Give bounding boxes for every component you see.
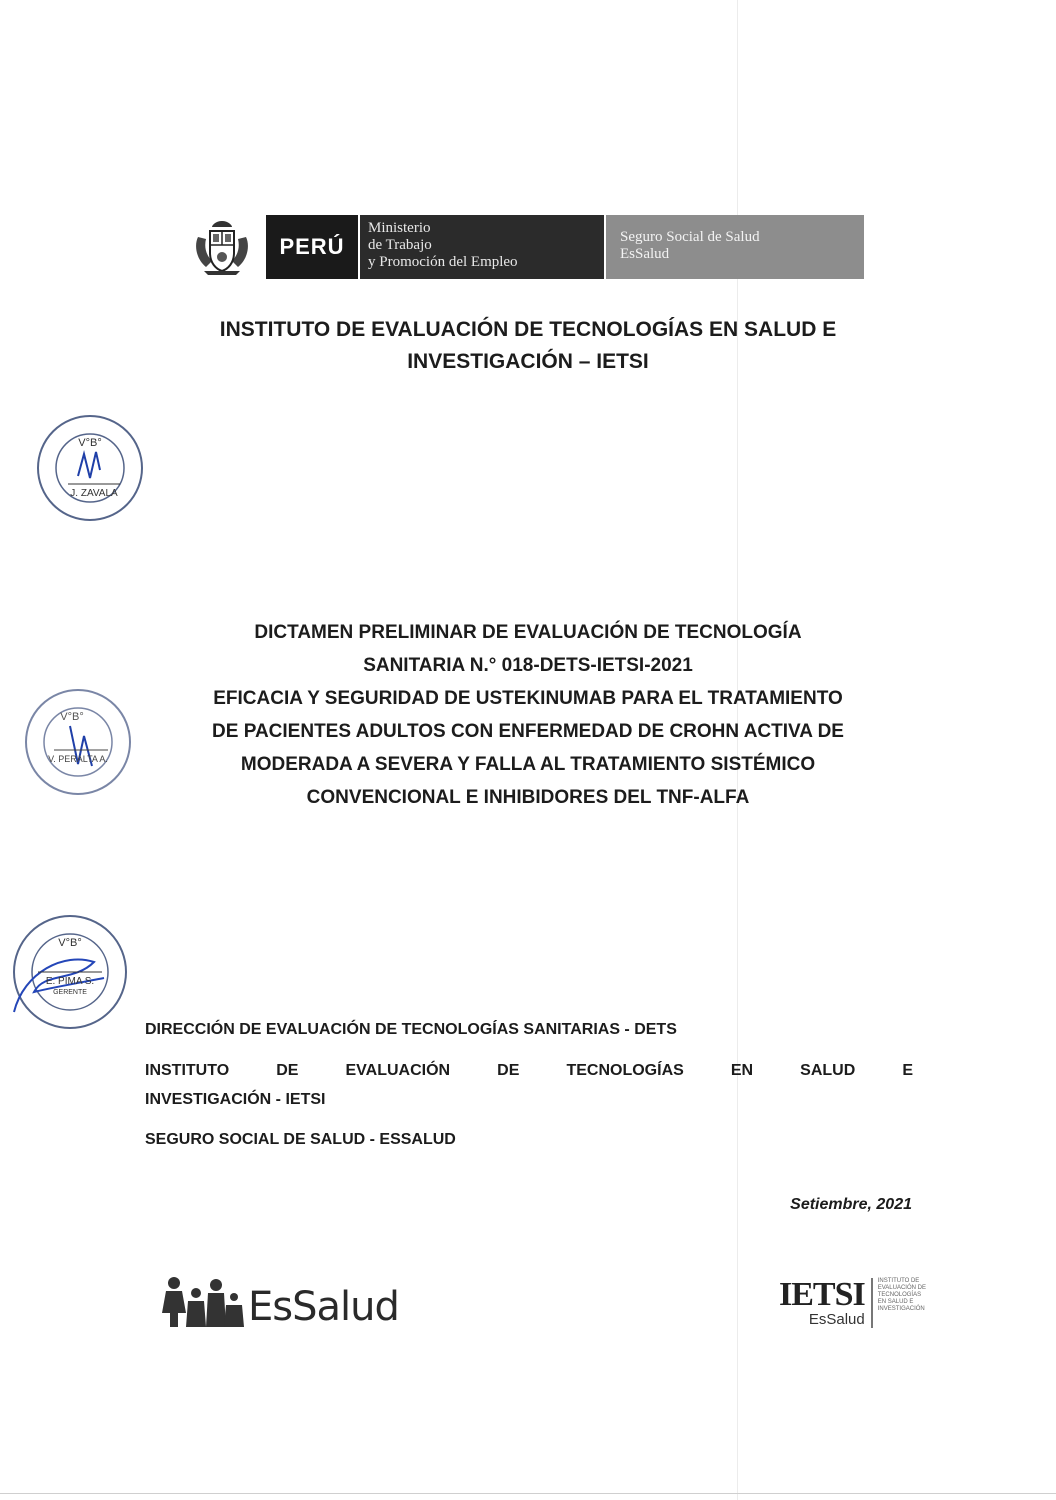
agency-line-2: EsSalud — [620, 246, 670, 262]
dictamen-line-3: EFICACIA Y SEGURIDAD DE USTEKINUMAB PARA EL TRATAMIENTO — [213, 688, 843, 709]
dictamen-title — [120, 616, 936, 814]
stamp-vb-label: V°B° — [78, 437, 102, 449]
stamp-vb-label: V°B° — [60, 711, 84, 723]
coat-of-arms-icon — [190, 215, 254, 279]
ietsi-line-1: INSTITUTO DE EVALUACIÓN DE TECNOLOGÍAS EN SALUD E — [145, 1062, 913, 1079]
dictamen-line-5: MODERADA A SEVERA Y FALLA AL TRATAMIENTO SISTÉMICO — [240, 754, 816, 775]
stamp-seal-icon — [22, 686, 134, 798]
institute-title-line-1: INSTITUTO DE EVALUACIÓN DE TECNOLOGÍAS EN SALUD E — [219, 318, 837, 341]
approval-stamp-peralta — [22, 686, 134, 798]
ministry-name — [358, 215, 604, 279]
ietsi-logo — [779, 1278, 930, 1328]
ministry-line-3: y Promoción del Empleo — [368, 254, 518, 270]
approval-stamp-pima — [4, 912, 130, 1038]
ietsi-sub-wordmark: EsSalud — [808, 1311, 865, 1328]
stamp-seal-icon — [4, 912, 130, 1038]
essalud-wordmark: EsSalud — [248, 1284, 399, 1330]
ministry-line-2: de Trabajo — [368, 237, 432, 253]
stamp-name-label: V. PERALTA A. — [48, 754, 108, 764]
agency-line-1: Seguro Social de Salud — [620, 229, 760, 245]
bottom-rule — [0, 1493, 1056, 1494]
dictamen-line-4: DE PACIENTES ADULTOS CON ENFERMEDAD DE CROHN ACTIVA DE — [212, 721, 844, 742]
stamp-vb-label: V°B° — [58, 937, 82, 949]
family-figures-icon — [160, 1275, 246, 1329]
header-banner — [190, 215, 864, 279]
essalud-line: SEGURO SOCIAL DE SALUD - ESSALUD — [145, 1131, 456, 1148]
ministry-line-1: Ministerio — [368, 220, 431, 236]
dets-line: DIRECCIÓN DE EVALUACIÓN DE TECNOLOGÍAS SANITARIAS - DETS — [145, 1021, 677, 1038]
ietsi-tagline: INSTITUTO DE EVALUACIÓN DE TECNOLOGÍAS EN SALUD E INVESTIGACIÓN — [877, 1278, 926, 1312]
ietsi-wordmark-block — [779, 1278, 873, 1328]
institute-title-line-2: INVESTIGACIÓN – IETSI — [407, 350, 649, 373]
country-label: PERÚ — [266, 215, 358, 279]
essalud-logo — [160, 1275, 399, 1329]
dictamen-line-2: SANITARIA N.° 018-DETS-IETSI-2021 — [363, 655, 693, 676]
dictamen-line-1: DICTAMEN PRELIMINAR DE EVALUACIÓN DE TECNOLOGÍA — [254, 622, 802, 643]
dictamen-line-6: CONVENCIONAL E INHIBIDORES DEL TNF-ALFA — [306, 787, 750, 808]
stamp-seal-icon — [34, 412, 146, 524]
ietsi-line-2: INVESTIGACIÓN - IETSI — [145, 1091, 326, 1108]
stamp-name-label: E. PIMA S. — [45, 976, 95, 987]
document-date: Setiembre, 2021 — [790, 1196, 912, 1213]
ietsi-wordmark: IETSI — [779, 1276, 865, 1313]
stamp-role-label: GERENTE — [53, 989, 87, 996]
institute-title — [120, 314, 936, 378]
approval-stamp-zavala — [34, 412, 146, 524]
agency-name — [604, 215, 864, 279]
stamp-name-label: J. ZAVALA — [70, 488, 118, 499]
